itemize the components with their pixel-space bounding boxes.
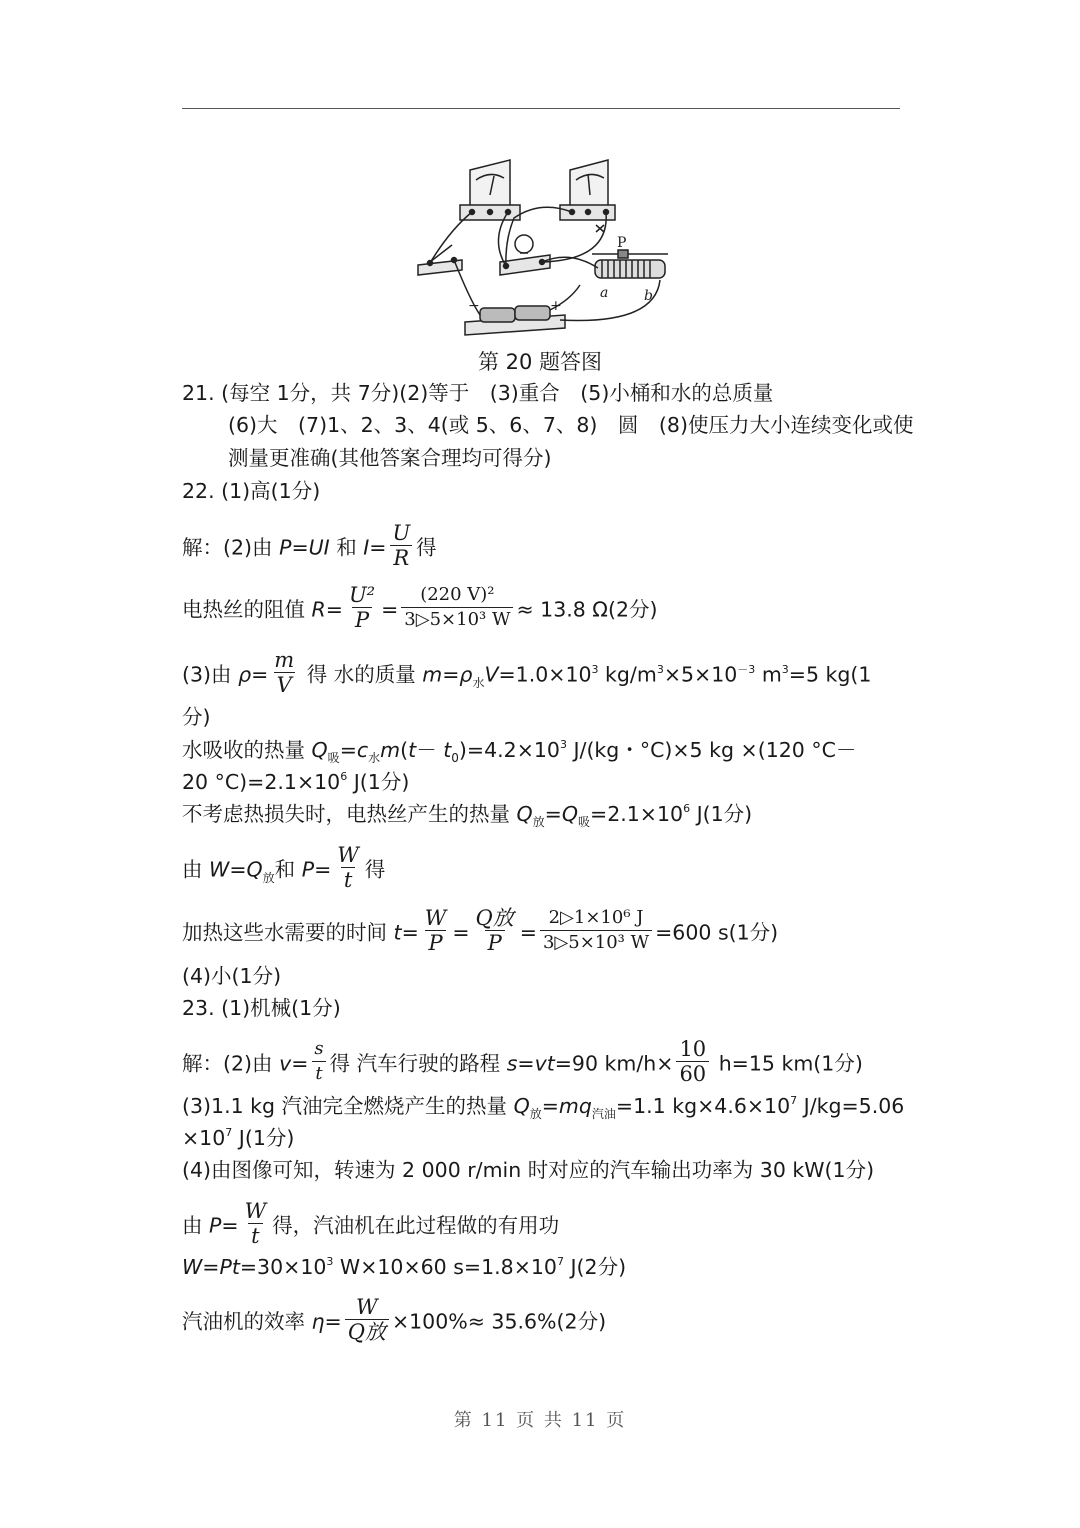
q23-useful-work: $W=Pt=30\times 10^3$ W×10×60 $s=1.8\times 10^7$ J(2分) bbox=[182, 1255, 627, 1279]
q22-part4: (4)小(1分) bbox=[182, 964, 282, 988]
label-a: a bbox=[600, 285, 609, 301]
switch-icon bbox=[418, 245, 462, 275]
page-footer: 第 11 页 共 11 页 bbox=[453, 1410, 627, 1431]
circuit-figure bbox=[410, 150, 700, 340]
q22-formula-w: 由 $W=Q_放$和 P= $\frac{W}{t}$ 得 bbox=[182, 843, 386, 892]
q22-part1: 22. (1)高(1分) bbox=[182, 479, 321, 503]
figure-caption: 第 20 题答图 bbox=[477, 350, 603, 374]
top-rule bbox=[182, 108, 900, 109]
q22-heat-absorbed: 水吸收的热量 $Q_吸=c_水m(t- t_0)=4.2\times 10^3$ J/(kg・°C)×5 kg ×(120 °C－ bbox=[182, 738, 857, 765]
label-plus: + bbox=[550, 298, 562, 314]
rheostat-icon bbox=[592, 250, 668, 278]
q21-line3: 测量更准确(其他答案合理均可得分) bbox=[228, 446, 552, 470]
q23-fuel-heat-cont: $\times 10^7$ J(1分) bbox=[182, 1126, 295, 1150]
q22-formula-p-ui: 解：(2)由 P=UI 和 I= $\frac{U}{R}$ 得 bbox=[182, 521, 437, 570]
q23-fuel-heat: (3)1.1 kg 汽油完全燃烧产生的热量 $Q_放=mq_{汽油}=1.1$ $kg\times 4.6\times 10^7$ J/kg=5.06 bbox=[182, 1094, 905, 1121]
q22-heat-absorbed-cont: 20 $^\circ C)=2.1\times 10^6$ J(1分) bbox=[182, 770, 410, 794]
label-p: P bbox=[617, 235, 627, 251]
q22-heating-time: 加热这些水需要的时间 t= $\frac{W}{P}$ = $\frac{\text{Q放}}{P}$ = $\frac{\text{2▷1×10⁶ J}}{\text{3▷5×10³ W}}$ =600 s(1分) bbox=[182, 906, 779, 955]
q23-efficiency: 汽油机的效率 η= $\frac{W}{\text{Q放}}$ ×100%≈ 35.6%(2分) bbox=[182, 1295, 607, 1344]
ammeter-icon bbox=[460, 160, 520, 220]
q22-water-mass: (3)由 ρ= $\frac{m}{V}$ 得 水的质量 $m=\rho_水V=1.0\times 10^3$ $kg/m^3\times 5\times 10^{-3}$ $m^3=5$ kg(1 bbox=[182, 648, 872, 697]
q21-line1: 21. (每空 1分，共 7分)(2)等于 (3)重合 (5)小桶和水的总质量 bbox=[182, 381, 774, 405]
q21-line2: (6)大 (7)1、2、3、4(或 5、6、7、8) 圆 (8)使压力大小连续变化或使 bbox=[228, 413, 914, 437]
label-minus: − bbox=[468, 298, 480, 314]
q23-distance: 解：(2)由 v= $\frac{s}{t}$ 得 汽车行驶的路程 s=vt=90 km/h× $\frac{10}{60}$ h=15 km(1分) bbox=[182, 1037, 863, 1086]
q22-resistance: 电热丝的阻值 R= $\frac{\text{U²}}{P}$ = $\frac{\text{(220 V)²}}{\text{3▷5×10³ W}}$ ≈ 13.8 Ω(2分) bbox=[182, 583, 658, 632]
q22-heat-released: 不考虑热损失时，电热丝产生的热量 $Q_放=Q_吸=2.1\times 10^6$ J(1分) bbox=[182, 802, 753, 829]
q23-part1: 23. (1)机械(1分) bbox=[182, 996, 341, 1020]
q22-water-mass-cont: 分) bbox=[182, 705, 211, 729]
q23-power-reading: (4)由图像可知，转速为 2 000 r/min 时对应的汽车输出功率为 30 kW(1分) bbox=[182, 1158, 875, 1182]
q23-useful-work-intro: 由 P= $\frac{W}{t}$ 得，汽油机在此过程做的有用功 bbox=[182, 1199, 560, 1248]
label-b: b bbox=[644, 288, 653, 304]
